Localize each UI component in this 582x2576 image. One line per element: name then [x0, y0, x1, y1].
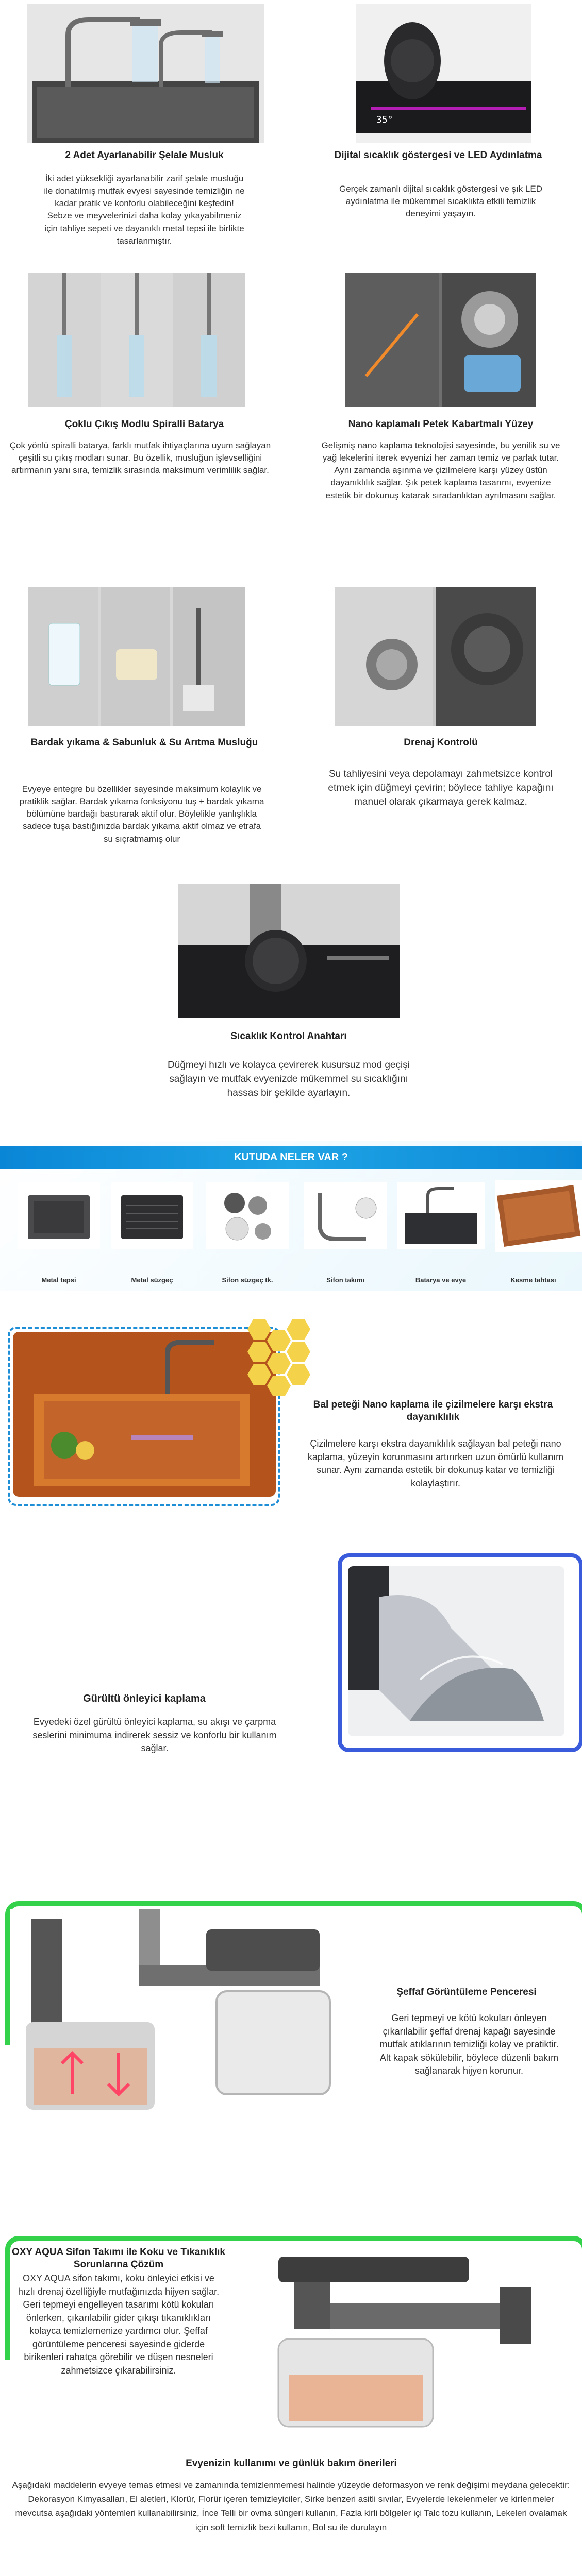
- s4-body: Gelişmiş nano kaplama teknolojisi sayesinde, bu yenilik su ve yağ lekelerini iterek evyenizi her zaman temiz ve parlak tutar. Aynı zamanda aşınma ve çizilmelere karşı yüzey üstün dayanıklılık sağlar. Şık petek kaplama tasarımı, evyenize estetik bir dokunuş katarak sıradanlıktan ayrılmasını sağlar.: [321, 440, 560, 500]
- nano-coating-image: [345, 273, 536, 407]
- s12-title: Evyenizin kullanımı ve günlük bakım önerileri: [186, 2458, 397, 2469]
- box-contents-header: [0, 1146, 582, 1169]
- box-item-label: Metal tepsi: [41, 1276, 76, 1284]
- digital-display-image: [356, 4, 531, 143]
- drain-strainer-image: [206, 1182, 289, 1249]
- box-item-label: Batarya ve evye: [415, 1276, 467, 1284]
- box-item-label: Kesme tahtası: [510, 1276, 556, 1284]
- s4-title: Nano kaplamalı Petek Kabartmalı Yüzey: [348, 419, 534, 430]
- temperature-knob-image: [178, 884, 400, 1018]
- s10-body: Geri tepmeyi ve kötü kokuları önleyen çıkarılabilir şeffaf drenaj kapağı sayesinde mutfak atıklarının temizliği kolay ve pratiktir. Alt kapak sökülebilir, böylece düzenli bakım sağlanarak hijyen korunur.: [379, 2013, 559, 2076]
- transparent-window-image: [10, 1909, 366, 2115]
- faucet-and-sink-image: [397, 1182, 485, 1249]
- s8-body: Çizilmelere karşı ekstra dayanıklılık sağlayan bal peteği nano kaplama, yüzeyin korunmasını artırırken uzun ömürlü kullanım sunar. Aynı zamanda estetik bir dokunuş katar ve temizliği kolaylaştırır.: [307, 1438, 564, 1488]
- s2-body: Gerçek zamanlı dijital sıcaklık göstergesi ve şık LED aydınlatma ile mükemmel sıcaklıkta etkili temizlik deneyimi yaşayın.: [339, 184, 542, 219]
- cutting-board-image: [495, 1180, 582, 1252]
- s8-title: Bal peteği Nano kaplama ile çizilmelere karşı ekstra dayanıklılık: [313, 1399, 553, 1422]
- s2-title: Dijital sıcaklık göstergesi ve LED Aydınlatma: [334, 150, 542, 161]
- s5-body: Evyeye entegre bu özellikler sayesinde maksimum kolaylık ve pratiklik sağlar. Bardak yıkama fonksiyonu tuş + bardak yıkama bölümüne bardağı bastırarak aktif olur. Böylelikle yanlışlıkla sadece tuşa bastığınızda bardak yıkama aktif olmaz ve etrafa su sıçratmamış olur: [19, 784, 264, 844]
- spiral-faucet-image: [28, 273, 245, 407]
- s6-body: Su tahliyesini veya depolamayı zahmetsizce kontrol etmek için düğmeyi çevirin; böylece tahliye kapağını manuel olarak çıkarmaya gerek kalmaz.: [328, 769, 554, 807]
- orange-sink-image: [13, 1332, 276, 1497]
- box-item-label: Metal süzgeç: [131, 1276, 173, 1284]
- s9-body: Evyedeki özel gürültü önleyici kaplama, su akışı ve çarpma seslerini minimuma indirerek sessiz ve konforlu bir kullanım sağlar.: [32, 1717, 277, 1754]
- s6-title: Drenaj Kontrolü: [404, 737, 478, 748]
- siphon-kit-image: [304, 1182, 387, 1249]
- glass-rinser-image: [28, 587, 245, 726]
- s1-title: 2 Adet Ayarlanabilir Şelale Musluk: [65, 150, 224, 161]
- s5-title: Bardak yıkama & Sabunluk & Su Arıtma Musluğu: [30, 737, 258, 748]
- honeycomb-decoration: [287, 1364, 310, 1385]
- s11-title: OXY AQUA Sifon Takımı ile Koku ve Tıkanıklık Sorunlarına Çözüm: [12, 2247, 225, 2270]
- s3-body: Çok yönlü spiralli batarya, farklı mutfak ihtiyaçlarına uyum sağlayan çeşitli su çıkış modları sunar. Bu özellik, musluğun işlevselliğini artırmanın yanı sıra, temizlik sırasında maksimum verimlilik sağlar.: [9, 440, 271, 476]
- box-item-label: Sifon süzgeç tk.: [222, 1276, 273, 1284]
- s12-body: Aşağıdaki maddelerin evyeye temas etmesi ve zamanında temizlenmemesi halinde yüzeyde deformasyon ve renk değişimi meydana gelecektir: Dekorasyon Kimyasalları, El aletleri, Klorür, Florür içeren temizleyiciler, Sirke benzeri asitli sıvılar, Evyelerde lekelenmeler ve kirlenmeler mevcutsa aşağıdaki yöntemleri kullanabilirsiniz, İnce Telli bir ovma süngeri kullanın, Fazla kirli bölgeler içi Talc tozu kullanın, Lekeleri ovalamak için soft temizlik bezi kullanın, Bol su ile durulayın: [12, 2480, 570, 2532]
- metal-tray-image: [18, 1182, 100, 1249]
- honeycomb-decoration: [287, 1342, 310, 1362]
- drain-control-image: [335, 587, 536, 726]
- s7-body: Düğmeyi hızlı ve kolayca çevirerek kusursuz mod geçişi sağlayın ve mutfak evyenizde mükemmel su sıcaklığını hassas bir şekilde ayarlayın.: [168, 1060, 410, 1098]
- s7-title: Sıcaklık Kontrol Anahtarı: [230, 1031, 347, 1042]
- s3-title: Çoklu Çıkış Modlu Spiralli Batarya: [64, 419, 224, 430]
- metal-strainer-image: [111, 1182, 193, 1249]
- s11-body: OXY AQUA sifon takımı, koku önleyici etkisi ve hızlı drenaj özelliğiyle mutfağınızda hijyen sağlar. Geri tepmeyi engelleyen tasarımı kötü kokuları önlerken, çıkarılabilir gider çıkışı tıkanıklıkları kolayca temizlemenize yardımcı olur. Şeffaf görüntüleme penceresi sayesinde giderde birikenleri rahatça görebilir ve düşen nesneleri zahmetsizce çıkarabilirsiniz.: [18, 2273, 220, 2376]
- noise-coating-image: [348, 1566, 564, 1736]
- box-item-label: Sifon takımı: [326, 1276, 364, 1284]
- s1-body: İki adet yüksekliği ayarlanabilir zarif şelale musluğu ile donatılmış mutfak evyesi sayesinde temizliğin ne kadar pratik ve konforlu olabileceğini keşfedin! Sebze ve meyvelerinizi daha kolay yıkayabilmeniz için tahliye sepeti ve dayanıklı metal tepsi ile birlikte tasarlanmıştır.: [44, 174, 245, 246]
- honeycomb-decoration: [287, 1319, 310, 1340]
- waterfall-faucet-image: [27, 4, 264, 143]
- temperature-readout: 35°: [376, 114, 393, 125]
- box-contents-panel: [0, 1141, 582, 1291]
- s10-title: Şeffaf Görüntüleme Penceresi: [396, 1987, 537, 1997]
- siphon-kit-closeup-image: [232, 2246, 562, 2432]
- s9-title: Gürültü önleyici kaplama: [83, 1693, 206, 1704]
- box-contents-title: KUTUDA NELER VAR ?: [234, 1151, 348, 1163]
